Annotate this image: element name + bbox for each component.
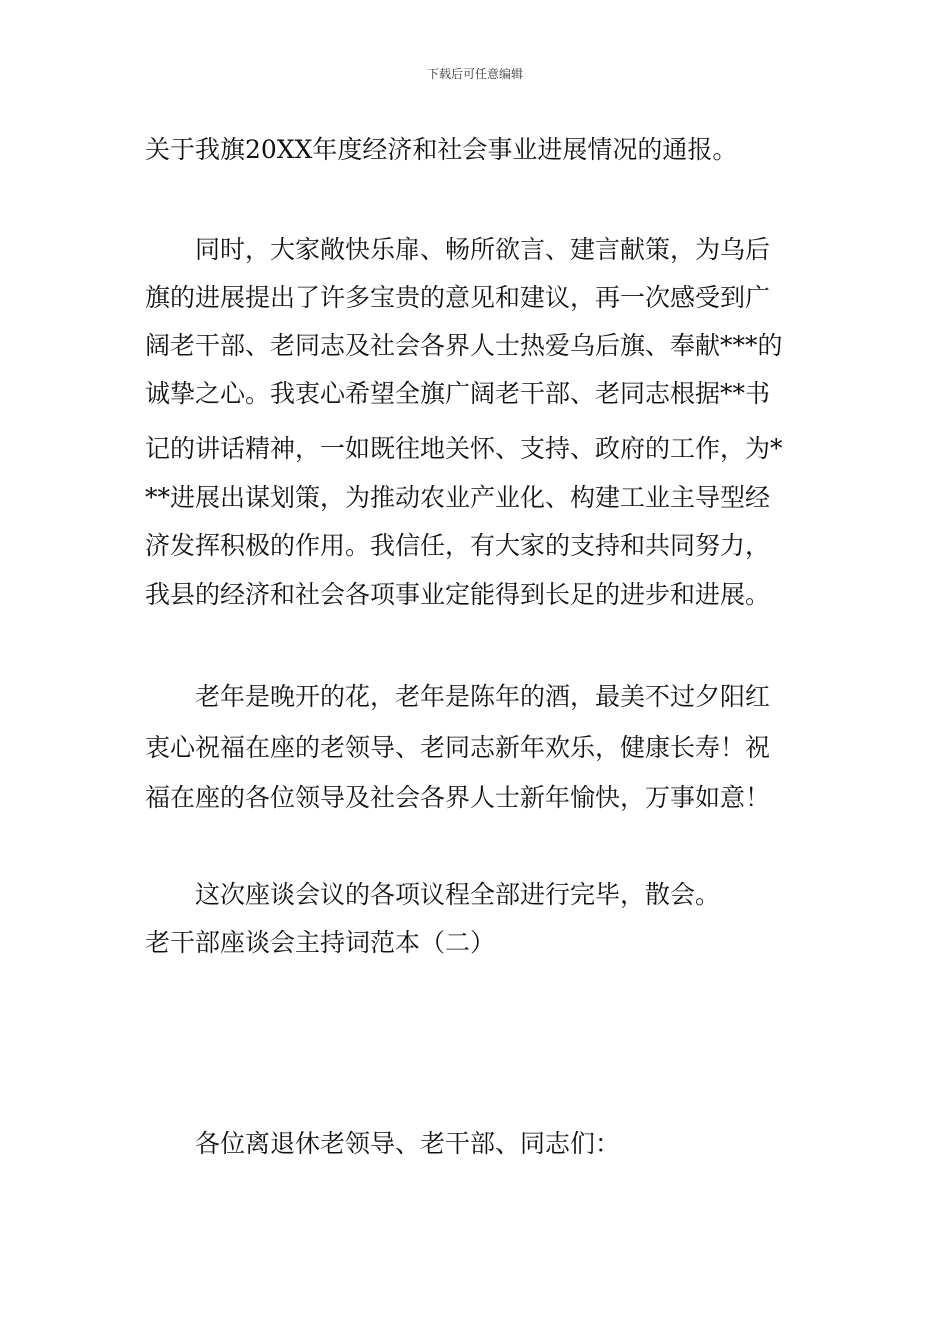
text-line-10: 老年是晚开的花，老年是陈年的酒，最美不过夕阳红 [195, 682, 771, 711]
text-line-1: 关于我旗20XX年度经济和社会事业进展情况的通报。 [145, 135, 738, 164]
text-line-3: 旗的进展提出了许多宝贵的意见和建议，再一次感受到广 [145, 283, 771, 312]
text-line-2: 同时，大家敞快乐扉、畅所欲言、建言献策，为乌后 [195, 235, 771, 264]
text-line-13: 这次座谈会议的各项议程全部进行完毕，散会。 [195, 880, 721, 909]
text-line-11: 衷心祝福在座的老领导、老同志新年欢乐，健康长寿！祝 [145, 733, 771, 762]
text-line-8: 济发挥积极的作用。我信任，有大家的支持和共同努力， [145, 531, 771, 560]
text-line-12: 福在座的各位领导及社会各界人士新年愉快，万事如意！ [145, 783, 771, 812]
salutation-line: 各位离退休老领导、老干部、同志们： [195, 1129, 621, 1158]
section-title: 老干部座谈会主持词范本（二） [145, 928, 496, 957]
text-line-7: **进展出谋划策，为推动农业产业化、构建工业主导型经 [145, 483, 771, 512]
text-line-4: 阔老干部、老同志及社会各界人士热爱乌后旗、奉献***的 [145, 331, 783, 360]
text-line-9: 我县的经济和社会各项事业定能得到长足的进步和进展。 [145, 580, 771, 609]
text-line-6: 记的讲话精神，一如既往地关怀、支持、政府的工作，为* [145, 434, 783, 463]
page-header: 下载后可任意编辑 [426, 67, 523, 81]
text-line-5: 诚挚之心。我衷心希望全旗广阔老干部、老同志根据**书 [145, 379, 771, 408]
